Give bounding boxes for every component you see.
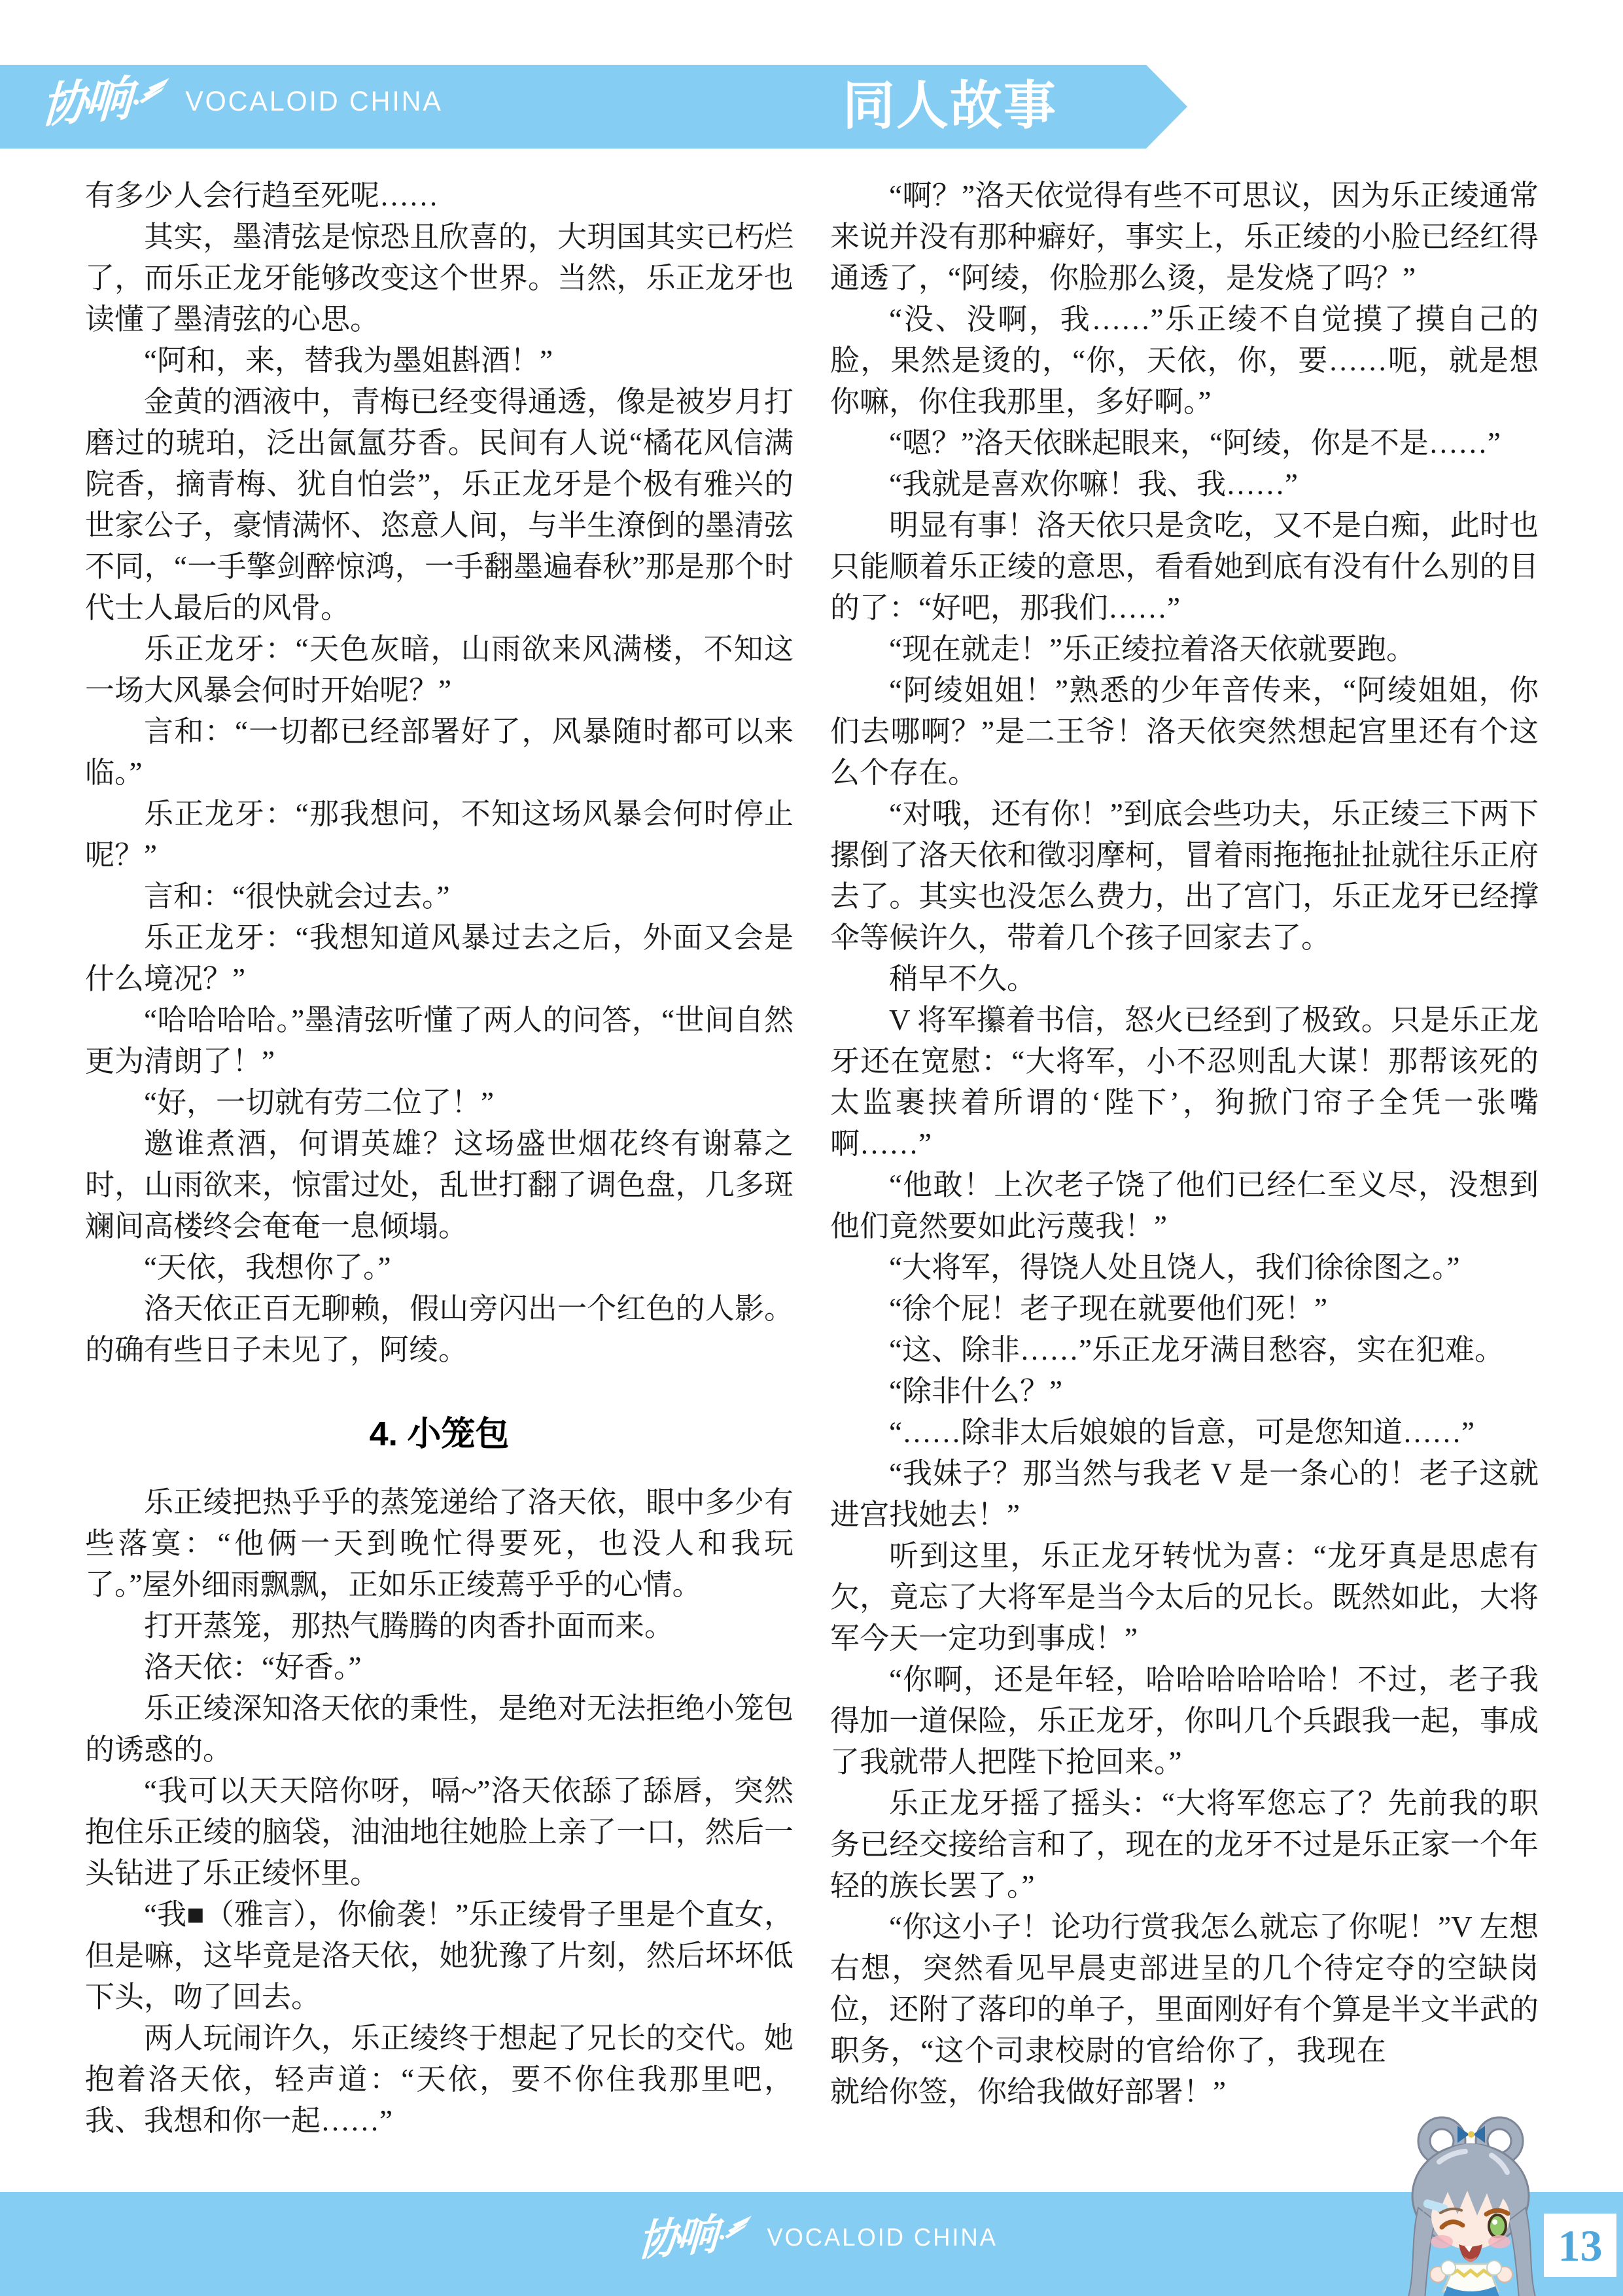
paragraph: 乐正龙牙摇了摇头：“大将军您忘了？先前我的职务已经交接给言和了，现在的龙牙不过是乐正家一个年轻的族长罢了。”	[830, 1787, 1539, 1902]
brand-logo	[40, 70, 448, 133]
paragraph: 乐正绫把热乎乎的蒸笼递给了洛天依，眼中多少有些落寞：“他俩一天到晚忙得要死，也没人和我玩了。”屋外细雨飘飘，正如乐正绫蔫乎乎的心情。	[85, 1486, 794, 1602]
luo-tianyi-illustration	[1400, 2115, 1544, 2296]
paragraph: 言和：“一切都已经部署好了，风暴随时都可以来临。”	[85, 715, 794, 789]
paragraph: 两人玩闹许久，乐正绫终于想起了兄长的交代。她抱着洛天依，轻声道：“天依，要不你住我那里吧，我、我想和你一起……”	[85, 2022, 794, 2138]
paragraph: “……除非太后娘娘的旨意，可是您知道……”	[889, 1416, 1475, 1449]
paragraph: 稍早不久。	[889, 963, 1037, 995]
paragraph: “天依，我想你了。”	[144, 1251, 391, 1284]
paragraph: “徐个屁！老子现在就要他们死！”	[889, 1292, 1327, 1325]
paragraph: 洛天依正百无聊赖，假山旁闪出一个红色的人影。的确有些日子未见了，阿绫。	[85, 1292, 794, 1366]
paragraph: 言和：“很快就会过去。”	[144, 880, 450, 913]
paragraph: “好，一切就有劳二位了！”	[144, 1086, 494, 1119]
paragraph: “阿和，来，替我为墨姐斟酒！”	[144, 344, 553, 377]
section-heading: 4. 小笼包	[369, 1415, 510, 1453]
brand-script-logo: 协响	[40, 70, 130, 133]
footer-brand-logo	[637, 2210, 1002, 2266]
paragraph: 打开蒸笼，那热气腾腾的肉香扑面而来。	[144, 1610, 674, 1643]
paragraph: “我■（雅言），你偷袭！”乐正绫骨子里是个直女，但是嘛，这毕竟是洛天依，她犹豫了片刻，然后坏坏低下头，吻了回去。	[85, 1898, 794, 2014]
paragraph: “我可以天天陪你呀，嗝~”洛天依舔了舔唇，突然抱住乐正绫的脑袋，油油地往她脸上亲了一口，然后一头钻进了乐正绫怀里。	[85, 1775, 794, 1890]
paragraph: 邀谁煮酒，何谓英雄？这场盛世烟花终有谢幕之时，山雨欲来，惊雷过处，乱世打翻了调色盘，几多斑斓间高楼终会奄奄一息倾塌。	[85, 1127, 794, 1243]
paragraph: “你这小子！论功行赏我怎么就忘了你呢！”V 左想右想，突然看见早晨吏部进呈的几个待定夺的空缺岗位，还附了落印的单子，里面刚好有个算是半文半武的职务，“这 个司隶校尉的官给你了，我现在就给你签，你给我做好部署！”	[830, 1907, 1539, 2113]
wing-icon	[719, 2215, 752, 2244]
paragraph: 乐正龙牙：“我想知道风暴过去之后，外面又会是什么境况？”	[85, 921, 794, 995]
page-section-title: 同人故事	[843, 75, 1057, 136]
page-number-box	[1544, 2214, 1616, 2277]
page-number: 13	[1558, 2220, 1603, 2270]
brand-caps-label: VOCALOID CHINA	[767, 2224, 998, 2252]
paragraph: “大将军，得饶人处且饶人，我们徐徐图之。”	[889, 1251, 1460, 1284]
paragraph: “哈哈哈哈。”墨清弦听懂了两人的问答，“世间自然更为清朗了！”	[85, 1004, 794, 1078]
paragraph: “我妹子？那当然与我老 V 是一条心的！老子这就进宫找她去！”	[830, 1457, 1539, 1531]
paragraph: 其实，墨清弦是惊恐且欣喜的，大玥国其实已朽烂了，而乐正龙牙能够改变这个世界。当然，乐正龙牙也读懂了墨清弦的心思。	[85, 221, 794, 336]
paragraph: 乐正绫深知洛天依的秉性，是绝对无法拒绝小笼包的诱惑的。	[85, 1692, 794, 1767]
wing-icon	[133, 77, 169, 109]
paragraph: 乐正龙牙：“天色灰暗，山雨欲来风满楼，不知这一场大风暴会何时开始呢？”	[85, 633, 794, 707]
paragraph: “他敢！上次老子饶了他们已经仁至义尽，没想到他们竟然要如此污蔑我！”	[830, 1169, 1539, 1243]
paragraph: 有多少人会行趋至死呢……	[85, 179, 439, 212]
paragraph: “除非什么？”	[889, 1375, 1062, 1407]
paragraph: 洛天依：“好香。”	[144, 1651, 362, 1684]
brand-script-logo: 协响	[637, 2210, 716, 2266]
paragraph: 乐正龙牙：“那我想问，不知这场风暴会何时停止呢？”	[85, 798, 794, 872]
paragraph: “对哦，还有你！”到底会些功夫，乐正绫三下两下摞倒了洛天依和徵羽摩柯，冒着雨拖拖扯扯就往乐正府去了。其实也没怎么费力，出了宫门，乐正龙牙已经撑伞等候许久，带着几个孩子回家去了。	[830, 798, 1539, 954]
paragraph: “现在就走！”乐正绫拉着洛天依就要跑。	[889, 633, 1416, 665]
paragraph: “嗯？”洛天依眯起眼来，“阿绫，你是不是……”	[889, 427, 1501, 459]
paragraph: “这、除非……”乐正龙牙满目愁容，实在犯难。	[889, 1333, 1504, 1366]
paragraph: “阿绫姐姐！”熟悉的少年音传来，“阿绫姐姐，你们去哪啊？”是二王爷！洛天依突然想起宫里还有个这么个存在。	[830, 674, 1539, 789]
paragraph: “没、没啊，我……”乐正绫不自觉摸了摸自己的脸，果然是烫的，“你，天依，你，要……呃，就是想你嘛，你住我那里，多好啊。”	[830, 303, 1539, 418]
brand-caps-label: VOCALOID CHINA	[185, 86, 443, 117]
paragraph: “啊？”洛天依觉得有些不可思议，因为乐正绫通常来说并没有那种癖好，事实上，乐正绫的小脸已经红得通透了，“阿绫，你脸那么烫，是发烧了吗？”	[830, 179, 1539, 294]
paragraph: 听到这里，乐正龙牙转忧为喜：“龙牙真是思虑有欠，竟忘了大将军是当今太后的兄长。既然如此，大将军今天一定功到事成！”	[830, 1540, 1539, 1655]
article-right-column	[830, 175, 1539, 2114]
paragraph: “你啊，还是年轻，哈哈哈哈哈哈！不过，老子我得加一道保险，乐正龙牙，你叫几个兵跟我一起，事成了我就带人把陛下抢回来。”	[830, 1663, 1539, 1778]
article-left-column	[85, 175, 794, 2142]
illustration-spacer	[1398, 2030, 1539, 2114]
paragraph: V 将军攥着书信，怒火已经到了极致。只是乐正龙牙还在宽慰：“大将军，小不忍则乱大谋！那帮该死的太监裹挟着所谓的‘陛下’，狗掀门帘子全凭一张嘴啊……”	[830, 1004, 1539, 1160]
paragraph: 金黄的酒液中，青梅已经变得通透，像是被岁月打磨过的琥珀，泛出氤氲芬香。民间有人说“橘花风信满院香，摘青梅、犹自怕尝”，乐正龙牙是个极有雅兴的世家公子，豪情满怀、恣意人间，与半生潦倒的墨清弦不同，“一手擎剑醉惊鸿，一手翻墨遍春秋”那是那个时代士人最后的风骨。	[85, 385, 794, 624]
paragraph: 明显有事！洛天依只是贪吃，又不是白痴，此时也只能顺着乐正绫的意思，看看她到底有没有什么别的目的了：“好吧，那我们……”	[830, 509, 1539, 624]
paragraph: “我就是喜欢你嘛！我、我……”	[889, 468, 1298, 501]
